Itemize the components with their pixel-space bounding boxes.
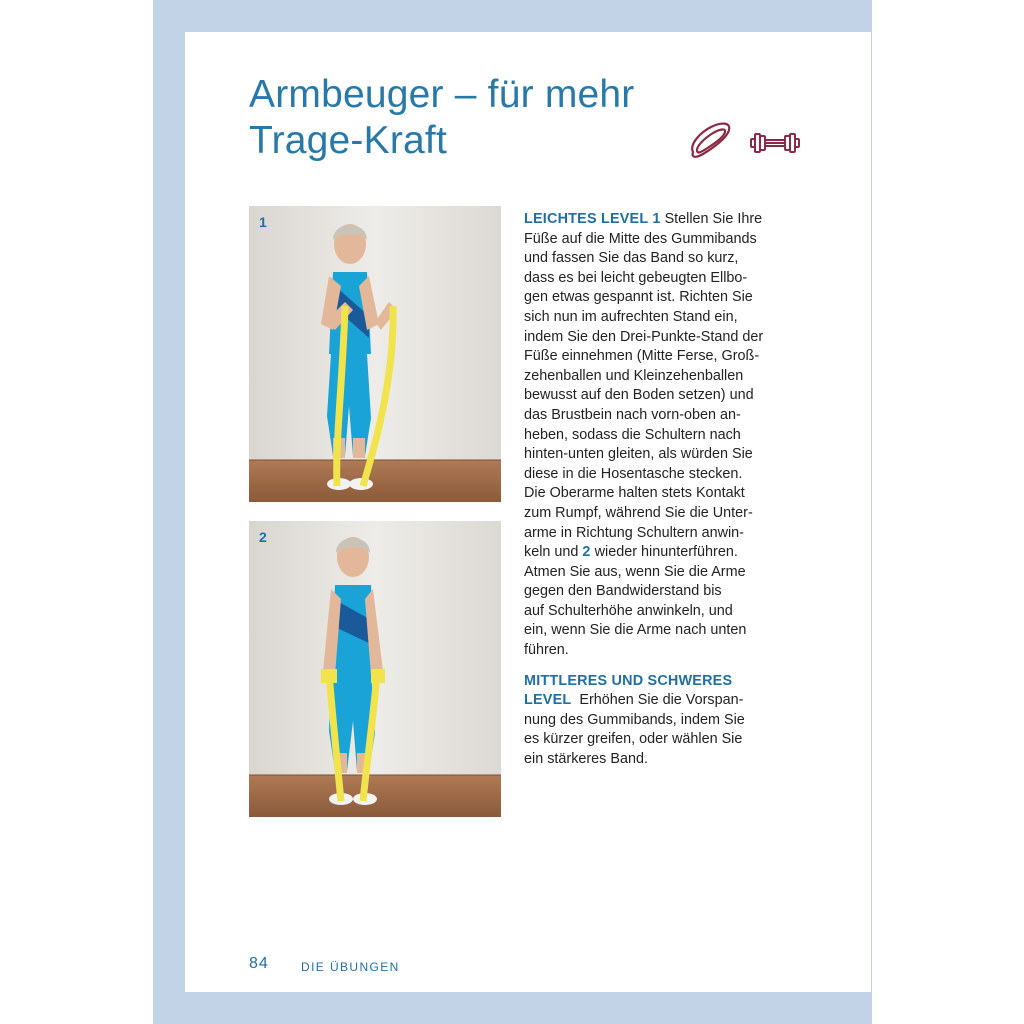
- exercise-instructions: [524, 210, 786, 770]
- level-heading-medium-hard-cont: LEVEL: [524, 692, 572, 709]
- photo-1-image: [249, 206, 501, 502]
- text-fragment: Erhöhen Sie die Vorspan-: [579, 692, 744, 709]
- title-line-2: Trage-Kraft: [249, 119, 447, 162]
- text-line: Füße einnehmen (Mitte Ferse, Groß-: [524, 348, 760, 365]
- photo-2-image: [249, 521, 501, 817]
- page-number: 84: [249, 955, 269, 972]
- dumbbell-icon: [750, 128, 800, 158]
- text-fragment: keln und: [524, 544, 579, 561]
- photo-number-2: 2: [259, 529, 267, 545]
- text-fragment: wieder hinunterführen.: [594, 544, 738, 561]
- section-easy-level: [524, 210, 786, 661]
- text-line: gen etwas gespannt ist. Richten Sie: [524, 289, 753, 306]
- section-label: DIE ÜBUNGEN: [301, 960, 400, 974]
- text-line: zehenballen und Kleinzehenballen: [524, 367, 744, 384]
- text-line: diese in die Hosentasche stecken.: [524, 465, 743, 482]
- page-title: [249, 72, 635, 164]
- step-number-1: 1: [652, 211, 661, 227]
- exercise-photo-1: [249, 206, 501, 502]
- text-line: auf Schulterhöhe anwinkeln, und: [524, 602, 733, 619]
- text-line: ein stärkeres Band.: [524, 751, 648, 768]
- step-number-2: 2: [582, 544, 591, 561]
- text-line: indem Sie den Drei-Punkte-Stand der: [524, 328, 764, 345]
- text-line: [524, 543, 786, 563]
- resistance-band-icon: [687, 118, 735, 162]
- text-line: Atmen Sie aus, wenn Sie die Arme: [524, 563, 746, 580]
- text-line: [524, 210, 786, 230]
- text-line: das Brustbein nach vorn-oben an-: [524, 406, 741, 423]
- text-line: bewusst auf den Boden setzen) und: [524, 387, 754, 404]
- text-line: Stellen Sie Ihre: [664, 211, 763, 227]
- text-line: [524, 691, 786, 711]
- text-line: Die Oberarme halten stets Kontakt: [524, 485, 745, 502]
- text-line: sich nun im aufrechten Stand ein,: [524, 308, 738, 325]
- text-line: und fassen Sie das Band so kurz,: [524, 250, 739, 267]
- text-line: zum Rumpf, während Sie die Unter-: [524, 504, 753, 521]
- text-line: hinten-unten gleiten, als würden Sie: [524, 446, 753, 463]
- text-line: arme in Richtung Schultern anwin-: [524, 524, 744, 541]
- text-line: Füße auf die Mitte des Gummibands: [524, 230, 757, 247]
- exercise-photo-2: [249, 521, 501, 817]
- text-line: gegen den Bandwiderstand bis: [524, 583, 722, 600]
- level-heading-easy: LEICHTES LEVEL: [524, 211, 649, 227]
- text-line: nung des Gummibands, indem Sie: [524, 711, 745, 728]
- section-medium-hard-level: [524, 672, 786, 770]
- text-line: ein, wenn Sie die Arme nach unten: [524, 622, 747, 639]
- text-line: es kürzer greifen, oder wählen Sie: [524, 731, 743, 748]
- text-line: dass es bei leicht gebeugten Ellbo-: [524, 269, 748, 286]
- text-line: heben, sodass die Schultern nach: [524, 426, 741, 443]
- title-line-1: Armbeuger – für mehr: [249, 73, 635, 116]
- photo-number-1: 1: [259, 214, 267, 230]
- text-line: führen.: [524, 642, 569, 659]
- level-heading-medium-hard: MITTLERES UND SCHWERES: [524, 672, 733, 689]
